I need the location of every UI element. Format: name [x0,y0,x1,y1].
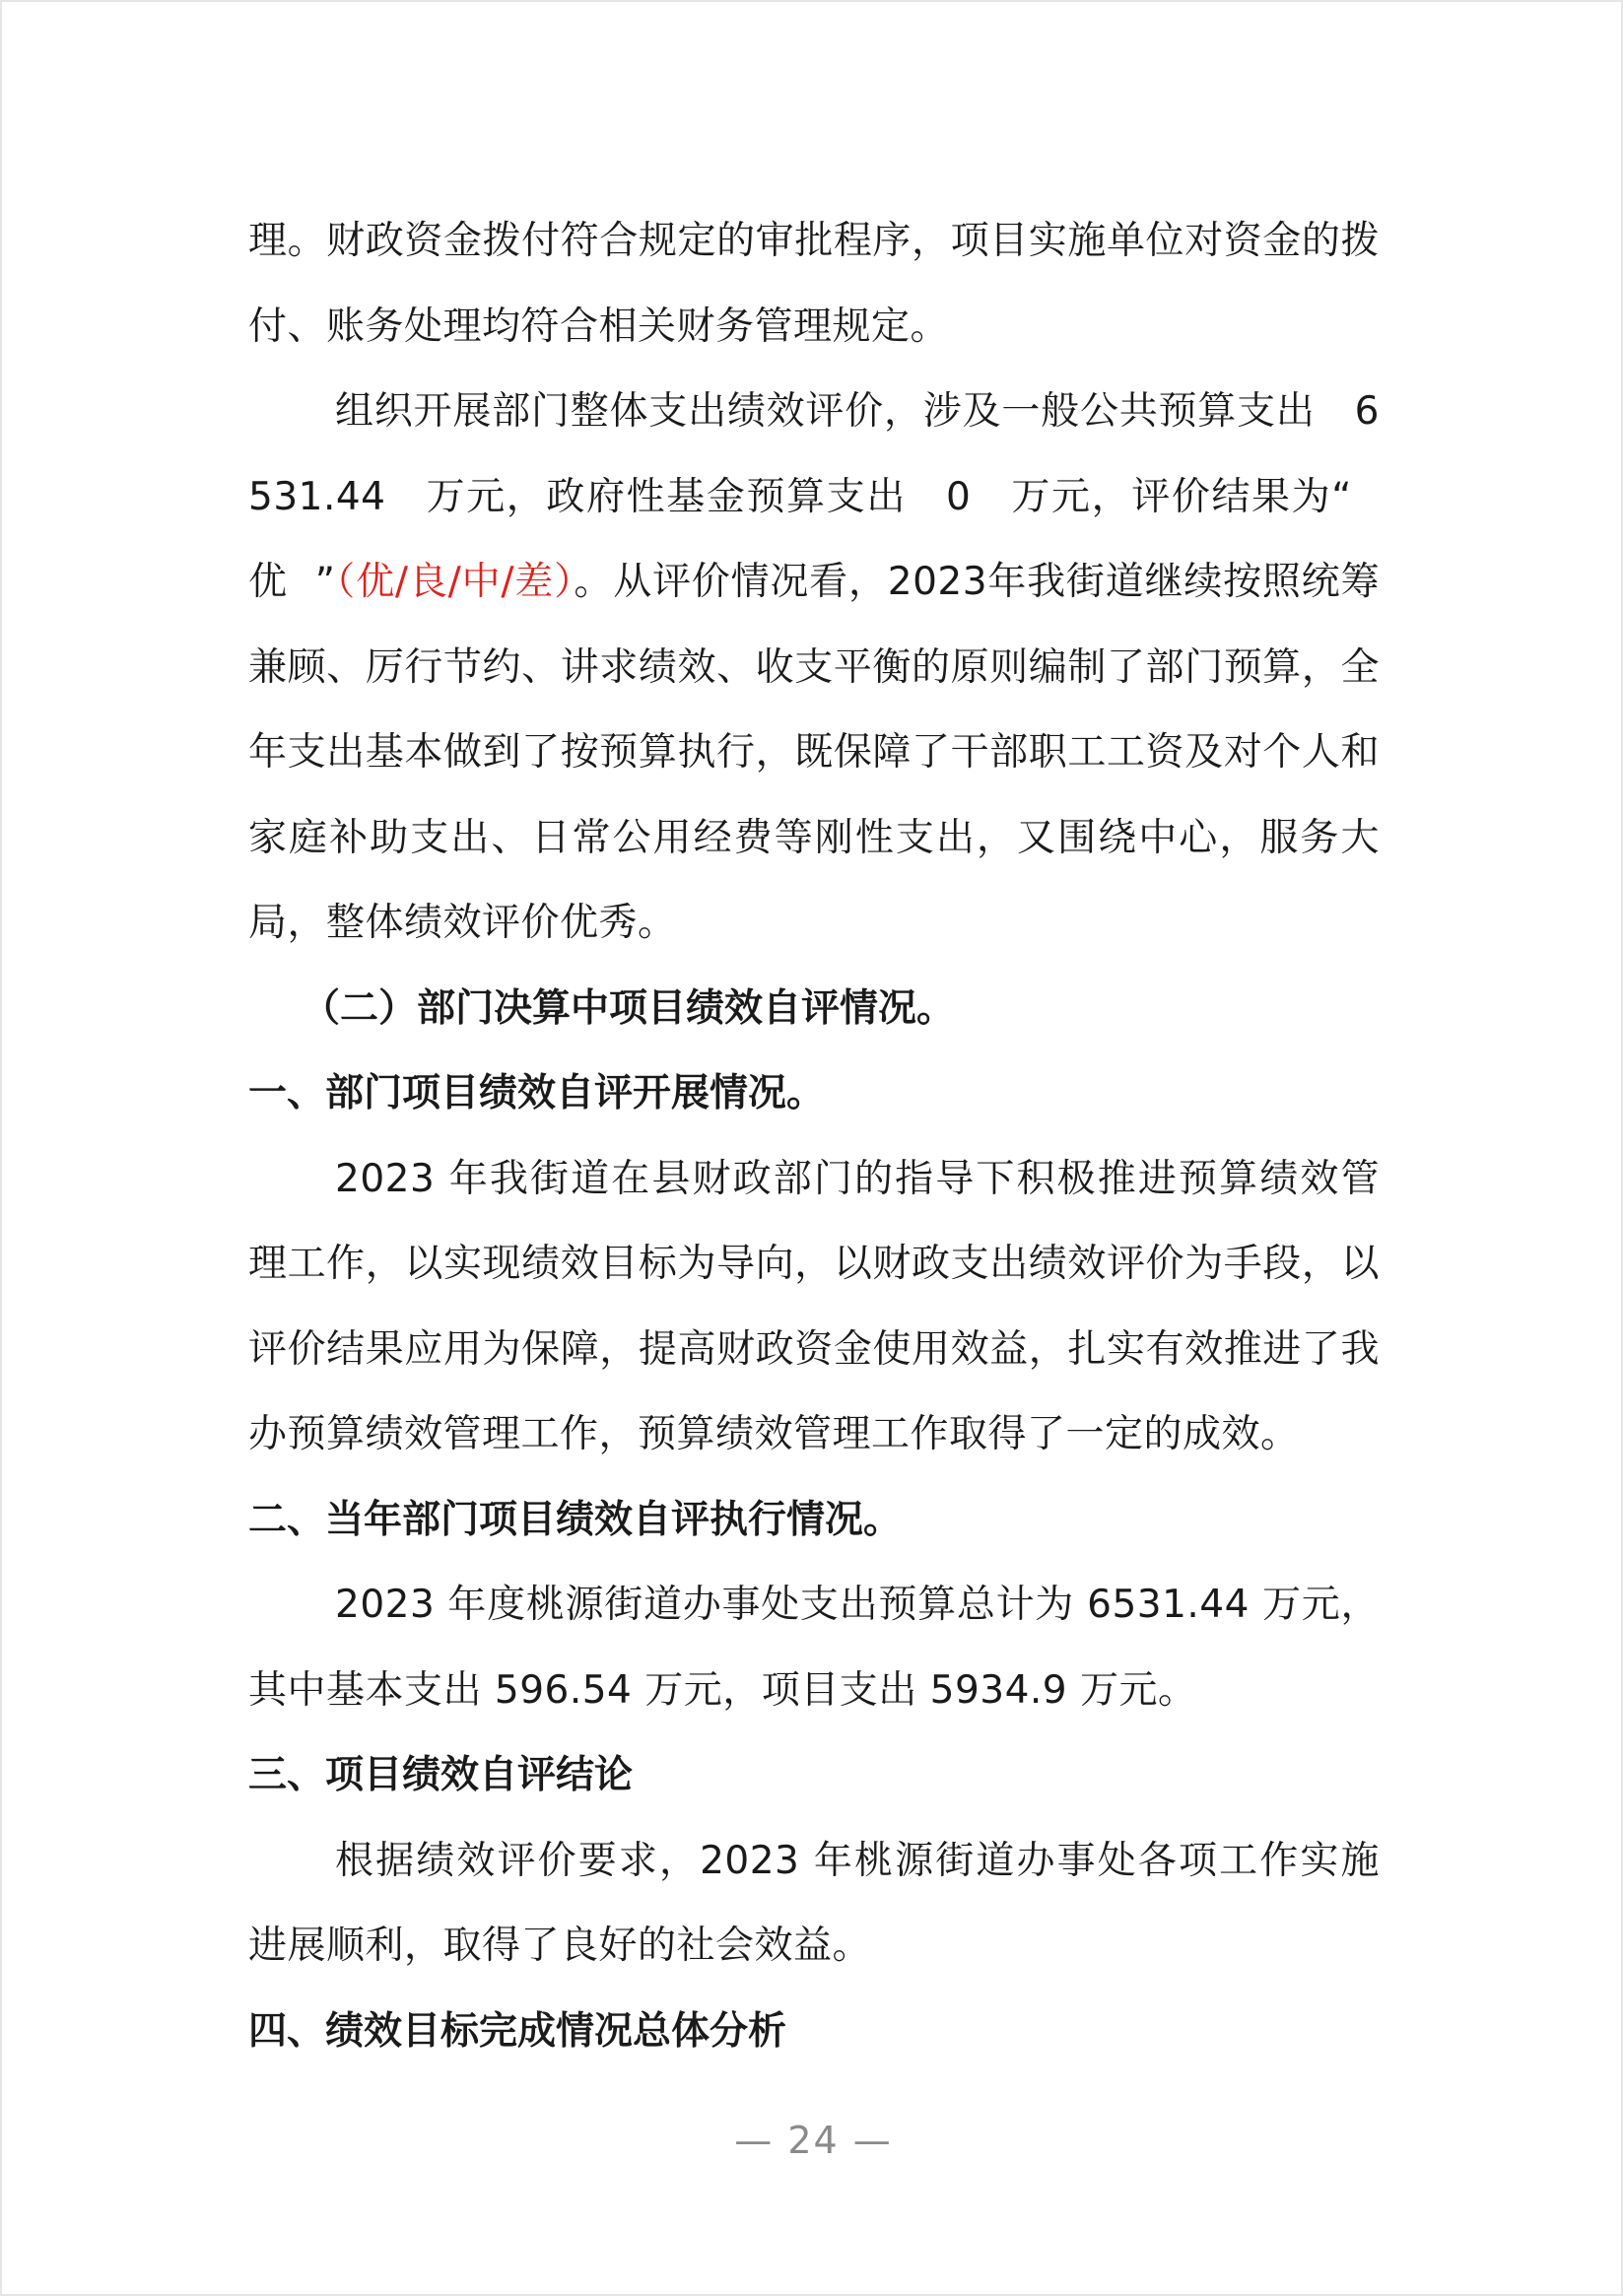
evaluation-grade: 优 [248,560,288,604]
heading-target-analysis: 四、绩效目标完成情况总体分析 [248,2008,787,2054]
paragraph-evaluation-work: 2023 年我街道在县财政部门的指导下积极推进预算绩效管理工作，以实现绩效目标为导向，以财政支出绩效评价为手段，以评价结果应用为保障，提高财政资金使用效益，扎实有效推进了我办预算绩效管理工作，预算绩效管理工作取得了一定的成效。 [248,1156,1380,1456]
heading-project-evaluation-status: 一、部门项目绩效自评开展情况。 [248,1071,826,1115]
heading-evaluation-conclusion: 三、项目绩效自评结论 [248,1753,634,1797]
fund-budget-amount: 0 [945,474,972,519]
page-number: — 24 — [734,2119,893,2162]
heading-execution-status: 二、当年部门项目绩效自评执行情况。 [248,1497,903,1542]
paragraph-conclusion: 根据绩效评价要求，2023 年桃源街道办事处各项工作实施进展顺利，取得了良好的社会效益。 [248,1838,1380,1968]
evaluation-text-b: 万元，政府性基金预算支出 [425,474,907,519]
document-body [248,199,1380,2074]
grade-options: （优/良/中/差） [335,560,575,604]
evaluation-text-a: 组织开展部门整体支出绩效评价，涉及一般公共预算支出 [335,389,1316,434]
paragraph-overall-evaluation [248,370,1380,967]
section-heading-project-self-evaluation: （二）部门决算中项目绩效自评情况。 [302,985,956,1031]
paragraph-budget-totals: 2023 年度桃源街道办事处支出预算总计为 6531.44 万元，其中基本支出 596.54 万元，项目支出 5934.9 万元。 [248,1583,1380,1713]
paragraph-funding-compliance: 理。财政资金拨付符合规定的审批程序，项目实施单位对资金的拨付、账务处理均符合相关财务管理规定。 [248,219,1380,349]
evaluation-text-d: ” [314,560,336,604]
evaluation-text-e: 。从评价情况看，2023年我街道继续按照统筹兼顾、厉行节约、讲求绩效、收支平衡的原则编制了部门预算，全年支出基本做到了按预算执行，既保障了干部职工工资及对个人和家庭补助支出、日常公用经费等刚性支出，又围绕中心，服务大局，整体绩效评价优秀。 [248,560,1380,945]
evaluation-text-c: 万元，评价结果为“ [1010,474,1352,519]
general-budget-amount: 6531.44 [248,389,1380,519]
